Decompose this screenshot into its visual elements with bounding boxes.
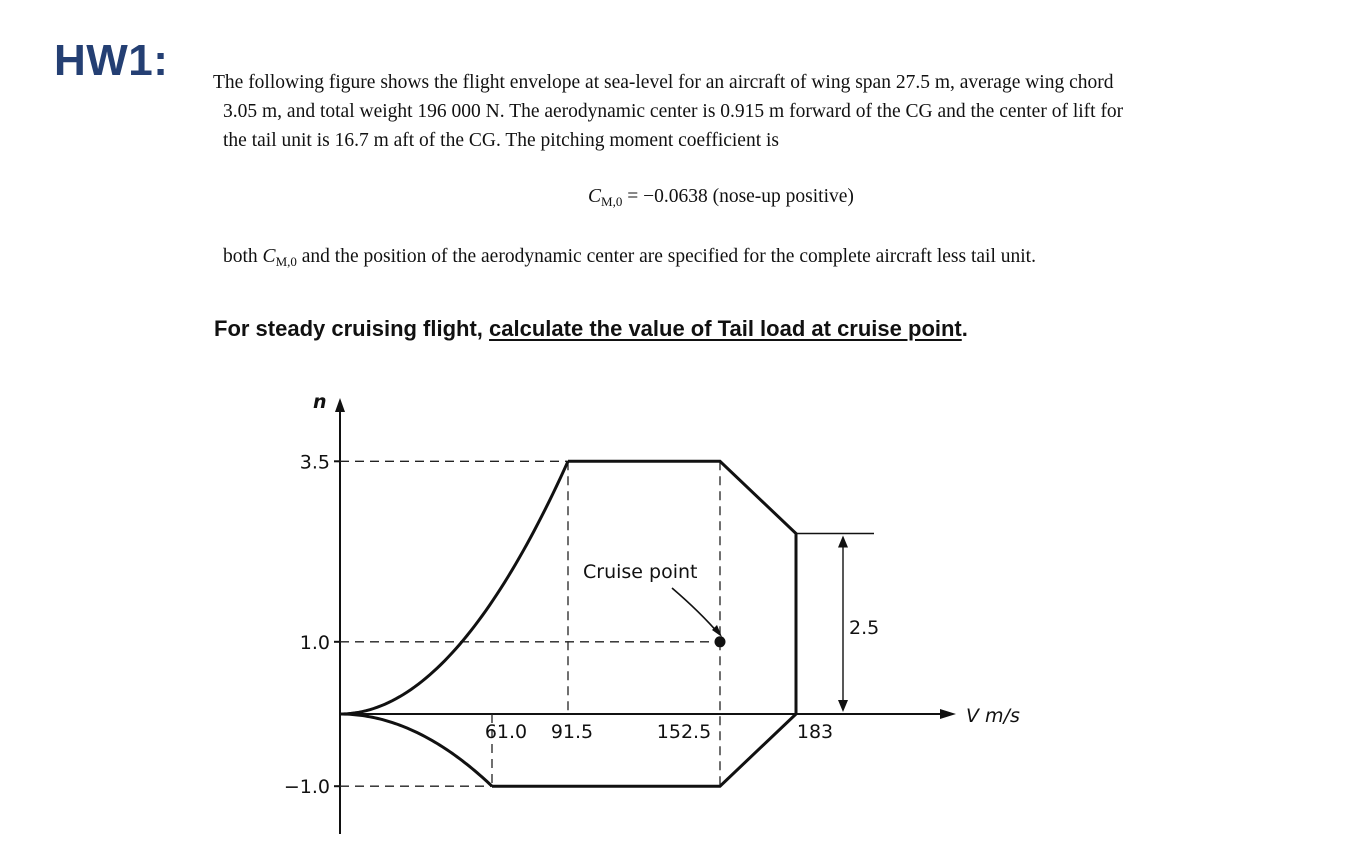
y-tick-label: 1.0 <box>299 631 330 654</box>
cruise-point-label: Cruise point <box>583 561 698 583</box>
task-suffix: . <box>961 316 968 341</box>
note-start: both <box>223 246 263 267</box>
note-symbol: C <box>262 246 276 267</box>
eq-symbol: C <box>588 186 602 207</box>
dimension-label: 2.5 <box>849 617 880 639</box>
homework-title: HW1: <box>54 36 169 85</box>
x-tick-label: 91.5 <box>550 721 594 743</box>
x-tick-label: 183 <box>796 721 834 743</box>
dimension-arrow-bottom <box>838 700 848 712</box>
task-prefix: For steady cruising flight, <box>214 316 490 341</box>
problem-line-3: the tail unit is 16.7 m aft of the CG. The pitching moment coefficient is <box>223 130 780 151</box>
y-axis-label: n <box>313 391 327 413</box>
dimension-arrow-top <box>838 536 848 548</box>
y-axis-arrow <box>335 398 345 412</box>
envelope-positive-stall-curve <box>340 461 568 714</box>
eq-subscript: M,0 <box>601 194 623 209</box>
eq-value: = −0.0638 (nose-up positive) <box>622 186 854 207</box>
note-subscript: M,0 <box>275 254 297 269</box>
x-tick-label: 61.0 <box>484 721 528 743</box>
x-axis-label: V m/s <box>966 705 1020 727</box>
cruise-point-leader <box>672 588 719 634</box>
y-tick-label: −1.0 <box>283 776 330 799</box>
x-axis-arrow <box>940 709 956 719</box>
envelope-upper-boundary <box>568 461 796 714</box>
envelope-lower-boundary <box>492 714 796 786</box>
problem-line-1: The following figure shows the flight envelope at sea-level for an aircraft of wing span 27.5 m, average wing chord <box>213 72 1114 93</box>
problem-line-2: 3.05 m, and total weight 196 000 N. The aerodynamic center is 0.915 m forward of the CG and the center of lift for <box>223 101 1124 122</box>
y-tick-label: 3.5 <box>299 451 330 474</box>
cruise-point-marker <box>714 636 725 647</box>
task-underlined: calculate the value of Tail load at cruise point <box>489 316 962 341</box>
x-tick-label: 152.5 <box>656 721 712 743</box>
envelope-negative-stall-curve <box>340 714 492 786</box>
note-rest: and the position of the aerodynamic center are specified for the complete aircraft less tail unit. <box>296 246 1036 267</box>
